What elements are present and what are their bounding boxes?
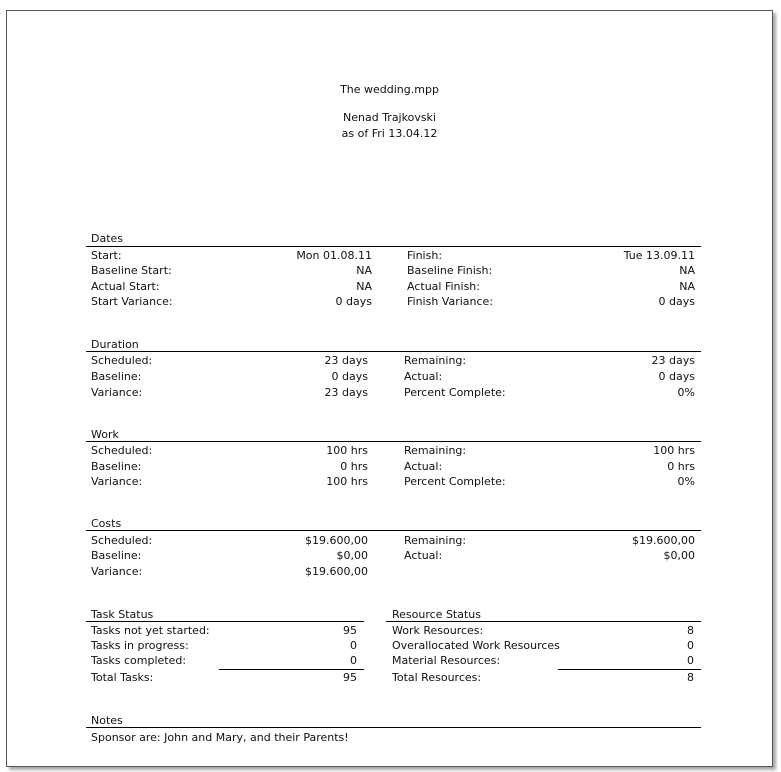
work-resources-label: Work Resources: bbox=[392, 624, 484, 637]
notes-text: Sponsor are: John and Mary, and their Parents! bbox=[91, 731, 349, 744]
report-author: Nenad Trajkovski bbox=[343, 111, 436, 124]
costs-variance-label: Variance: bbox=[91, 565, 143, 578]
costs-section-title: Costs bbox=[91, 517, 122, 530]
start-value: Mon 01.08.11 bbox=[296, 249, 372, 262]
total-tasks-label: Total Tasks: bbox=[91, 671, 154, 684]
baseline-finish-label: Baseline Finish: bbox=[407, 264, 493, 277]
costs-divider bbox=[86, 530, 701, 531]
overallocated-resources-value: 0 bbox=[687, 639, 694, 652]
duration-actual-label: Actual: bbox=[404, 370, 443, 383]
finish-label: Finish: bbox=[407, 249, 443, 262]
finish-variance-label: Finish Variance: bbox=[407, 295, 494, 308]
duration-actual-value: 0 days bbox=[658, 370, 695, 383]
duration-variance-label: Variance: bbox=[91, 386, 143, 399]
duration-percent-label: Percent Complete: bbox=[404, 386, 506, 399]
work-actual-value: 0 hrs bbox=[667, 460, 695, 473]
costs-actual-label: Actual: bbox=[404, 549, 443, 562]
work-actual-label: Actual: bbox=[404, 460, 443, 473]
duration-scheduled-value: 23 days bbox=[324, 354, 368, 367]
duration-divider bbox=[86, 351, 701, 352]
work-scheduled-value: 100 hrs bbox=[326, 444, 368, 457]
notes-divider bbox=[86, 727, 701, 728]
actual-start-label: Actual Start: bbox=[91, 280, 160, 293]
baseline-start-value: NA bbox=[356, 264, 372, 277]
resource-status-divider bbox=[386, 621, 701, 622]
costs-actual-value: $0,00 bbox=[663, 549, 695, 562]
work-scheduled-label: Scheduled: bbox=[91, 444, 153, 457]
tasks-not-started-label: Tasks not yet started: bbox=[91, 624, 210, 637]
costs-remaining-value: $19.600,00 bbox=[632, 534, 695, 547]
material-resources-label: Material Resources: bbox=[392, 654, 501, 667]
work-divider bbox=[86, 441, 701, 442]
duration-variance-value: 23 days bbox=[324, 386, 368, 399]
total-resources-label: Total Resources: bbox=[392, 671, 482, 684]
costs-scheduled-label: Scheduled: bbox=[91, 534, 153, 547]
overallocated-resources-label: Overallocated Work Resources bbox=[392, 639, 560, 652]
actual-finish-value: NA bbox=[679, 280, 695, 293]
notes-title: Notes bbox=[91, 714, 123, 727]
tasks-completed-value: 0 bbox=[350, 654, 357, 667]
costs-baseline-label: Baseline: bbox=[91, 549, 142, 562]
costs-variance-value: $19.600,00 bbox=[305, 565, 368, 578]
start-variance-label: Start Variance: bbox=[91, 295, 173, 308]
work-remaining-label: Remaining: bbox=[404, 444, 467, 457]
finish-value: Tue 13.09.11 bbox=[623, 249, 695, 262]
duration-baseline-label: Baseline: bbox=[91, 370, 142, 383]
tasks-in-progress-label: Tasks in progress: bbox=[91, 639, 189, 652]
duration-baseline-value: 0 days bbox=[331, 370, 368, 383]
tasks-not-started-value: 95 bbox=[343, 624, 357, 637]
report-file-name: The wedding.mpp bbox=[340, 83, 439, 96]
dates-divider bbox=[86, 246, 701, 247]
total-resources-value: 8 bbox=[687, 671, 694, 684]
material-resources-value: 0 bbox=[687, 654, 694, 667]
dates-section-title: Dates bbox=[91, 232, 124, 245]
start-label: Start: bbox=[91, 249, 122, 262]
actual-finish-label: Actual Finish: bbox=[407, 280, 480, 293]
work-remaining-value: 100 hrs bbox=[653, 444, 695, 457]
work-percent-label: Percent Complete: bbox=[404, 475, 506, 488]
work-variance-value: 100 hrs bbox=[326, 475, 368, 488]
work-percent-value: 0% bbox=[677, 475, 695, 488]
tasks-completed-label: Tasks completed: bbox=[91, 654, 187, 667]
work-variance-label: Variance: bbox=[91, 475, 143, 488]
work-section-title: Work bbox=[91, 428, 119, 441]
work-baseline-label: Baseline: bbox=[91, 460, 142, 473]
costs-scheduled-value: $19.600,00 bbox=[305, 534, 368, 547]
start-variance-value: 0 days bbox=[335, 295, 372, 308]
costs-baseline-value: $0,00 bbox=[336, 549, 368, 562]
tasks-in-progress-value: 0 bbox=[350, 639, 357, 652]
resource-status-title: Resource Status bbox=[392, 608, 481, 621]
duration-percent-value: 0% bbox=[677, 386, 695, 399]
total-tasks-value: 95 bbox=[343, 671, 357, 684]
duration-remaining-label: Remaining: bbox=[404, 354, 467, 367]
duration-section-title: Duration bbox=[91, 338, 139, 351]
report-date: as of Fri 13.04.12 bbox=[341, 127, 438, 140]
resource-total-divider bbox=[558, 669, 701, 670]
work-resources-value: 8 bbox=[687, 624, 694, 637]
finish-variance-value: 0 days bbox=[658, 295, 695, 308]
duration-scheduled-label: Scheduled: bbox=[91, 354, 153, 367]
baseline-finish-value: NA bbox=[679, 264, 695, 277]
baseline-start-label: Baseline Start: bbox=[91, 264, 172, 277]
task-total-divider bbox=[219, 669, 364, 670]
task-status-divider bbox=[86, 621, 364, 622]
duration-remaining-value: 23 days bbox=[651, 354, 695, 367]
work-baseline-value: 0 hrs bbox=[340, 460, 368, 473]
task-status-title: Task Status bbox=[91, 608, 154, 621]
costs-remaining-label: Remaining: bbox=[404, 534, 467, 547]
actual-start-value: NA bbox=[356, 280, 372, 293]
